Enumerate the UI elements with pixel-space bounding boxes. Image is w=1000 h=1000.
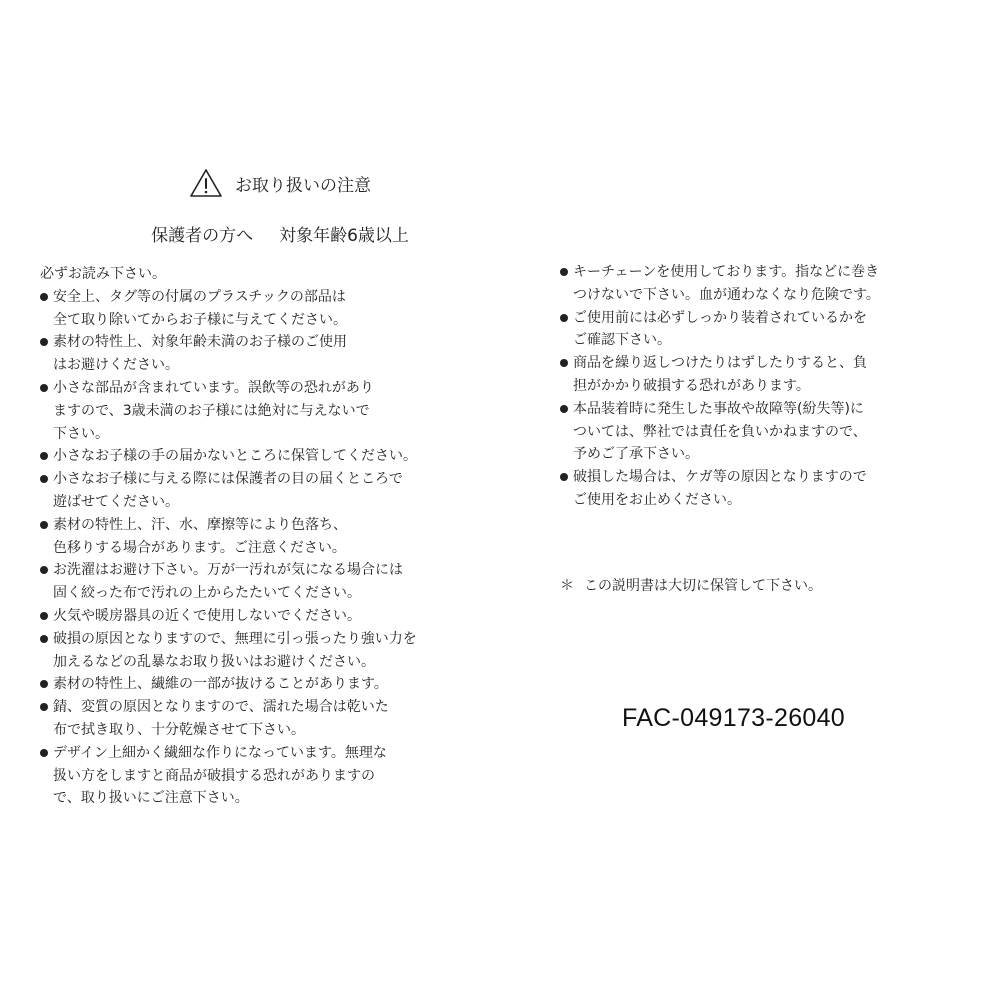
- caution-item: [40, 559, 520, 605]
- caution-line: 商品を繰り返しつけたりはずしたりすると、負: [573, 355, 867, 372]
- target-age-label: 対象年齢6歳以上: [279, 226, 409, 246]
- caution-item: [40, 377, 520, 445]
- caution-line: 錆、変質の原因となりますので、濡れた場合は乾いた: [53, 699, 389, 716]
- caution-line: キーチェーンを使用しております。指などに巻き: [573, 264, 880, 280]
- caution-line: 下さい。: [53, 425, 109, 442]
- caution-item-text: [53, 331, 347, 377]
- bullet-icon: [40, 293, 48, 301]
- caution-item-text: [53, 696, 389, 742]
- caution-item-text: [53, 286, 347, 332]
- bullet-icon: [560, 359, 568, 367]
- caution-line: 色移りする場合があります。ご注意ください。: [53, 539, 346, 556]
- caution-line: つけないで下さい。血が通わなくなり危険です。: [573, 286, 880, 303]
- caution-item-text: [53, 468, 403, 514]
- caution-item: [40, 514, 520, 560]
- caution-item-text: [53, 559, 403, 605]
- caution-line: で、取り扱いにご注意下さい。: [53, 790, 249, 807]
- caution-line: ご使用をお止めください。: [573, 491, 741, 508]
- bullet-icon: [560, 473, 568, 481]
- bullet-icon: [40, 566, 48, 574]
- caution-item-text: [573, 398, 867, 466]
- caution-item: [40, 628, 520, 674]
- note-marker: ＊: [560, 578, 574, 594]
- caution-item-text: [53, 377, 374, 445]
- caution-line: 本品装着時に発生した事故や故障等(紛失等)に: [573, 400, 864, 417]
- caution-line: デザイン上細かく繊細な作りになっています。無理な: [53, 744, 387, 761]
- left-caution-list: [40, 263, 520, 810]
- caution-header: [0, 168, 560, 198]
- caution-line: 素材の特性上、汗、水、摩擦等により色落ち、: [53, 516, 347, 533]
- caution-line: 破損の原因となりますので、無理に引っ張ったり強い力を: [53, 630, 417, 647]
- caution-item: [40, 286, 520, 332]
- caution-line: 全て取り除いてからお子様に与えてください。: [53, 311, 347, 328]
- caution-item-text: [53, 742, 387, 810]
- caution-line: 布で拭き取り、十分乾燥させて下さい。: [53, 721, 305, 738]
- left-items: [40, 286, 520, 810]
- bullet-icon: [40, 612, 48, 620]
- caution-line: ついては、弊社では責任を負いかねますので、: [573, 423, 867, 440]
- caution-line: 小さな部品が含まれています。誤飲等の恐れがあり: [53, 379, 374, 396]
- caution-line: 扱い方をしますと商品が破損する恐れがありますの: [53, 767, 375, 784]
- caution-item: [40, 673, 520, 696]
- caution-item: [560, 307, 980, 353]
- bullet-icon: [40, 680, 48, 688]
- caution-item-text: [573, 261, 880, 307]
- bullet-icon: [40, 452, 48, 460]
- caution-item-text: [53, 514, 347, 560]
- caution-line: 素材の特性上、対象年齢未満のお子様のご使用: [53, 334, 347, 351]
- caution-item: [40, 605, 520, 628]
- caution-line: 小さなお子様に与える際には保護者の目の届くところで: [53, 471, 403, 488]
- caution-item: [40, 331, 520, 377]
- caution-item: [40, 468, 520, 514]
- caution-title: お取り扱いの注意: [235, 175, 371, 196]
- caution-item: [560, 261, 980, 307]
- caution-line: 小さなお子様の手の届かないところに保管してください。: [53, 448, 417, 465]
- caution-line: お洗濯はお避け下さい。万が一汚れが気になる場合には: [53, 562, 403, 579]
- caution-item-text: [53, 605, 361, 628]
- read-notice: 必ずお読み下さい。: [40, 266, 166, 282]
- caution-line: 遊ばせてください。: [53, 493, 179, 510]
- bullet-icon: [560, 405, 568, 413]
- caution-line: 固く絞った布で汚れの上からたたいてください。: [53, 585, 361, 602]
- caution-item: [40, 696, 520, 742]
- caution-line: ますので、3歳未満のお子様には絶対に与えないで: [53, 402, 370, 419]
- keep-manual-note: [560, 575, 822, 595]
- caution-line: はお避けください。: [53, 357, 179, 374]
- guardian-age-line: [0, 221, 560, 246]
- caution-item: [40, 445, 520, 468]
- bullet-icon: [40, 703, 48, 711]
- caution-item-text: [53, 445, 417, 468]
- caution-item-text: [53, 673, 388, 696]
- product-code: FAC-049173-26040: [622, 704, 846, 732]
- note-text: この説明書は大切に保管して下さい。: [584, 578, 822, 594]
- caution-line: ご使用前には必ずしっかり装着されているかを: [573, 309, 867, 326]
- bullet-icon: [40, 384, 48, 392]
- caution-item: [560, 398, 980, 466]
- caution-item-text: [573, 352, 867, 398]
- caution-line: 素材の特性上、繊維の一部が抜けることがあります。: [53, 676, 388, 693]
- right-caution-list: [560, 261, 980, 512]
- bullet-icon: [40, 749, 48, 757]
- bullet-icon: [40, 635, 48, 643]
- caution-item: [40, 742, 520, 810]
- caution-item-text: [573, 466, 867, 512]
- caution-item-text: [573, 307, 867, 353]
- caution-line: 加えるなどの乱暴なお取り扱いはお避けください。: [53, 653, 375, 670]
- bullet-icon: [40, 475, 48, 483]
- caution-line: 火気や暖房器具の近くで使用しないでください。: [53, 607, 361, 624]
- bullet-icon: [40, 521, 48, 529]
- warning-triangle-icon: [189, 168, 223, 198]
- right-items: [560, 261, 980, 512]
- bullet-icon: [560, 268, 568, 276]
- caution-line: 担がかかり破損する恐れがあります。: [573, 377, 810, 394]
- guardian-label: 保護者の方へ: [151, 226, 254, 246]
- bullet-icon: [40, 338, 48, 346]
- caution-line: 破損した場合は、ケガ等の原因となりますので: [573, 469, 867, 486]
- caution-item-text: [53, 628, 417, 674]
- caution-item: [560, 352, 980, 398]
- caution-item: [560, 466, 980, 512]
- caution-line: ご確認下さい。: [573, 332, 671, 349]
- caution-line: 予めご了承下さい。: [573, 446, 699, 463]
- bullet-icon: [560, 314, 568, 322]
- caution-line: 安全上、タグ等の付属のプラスチックの部品は: [53, 288, 346, 305]
